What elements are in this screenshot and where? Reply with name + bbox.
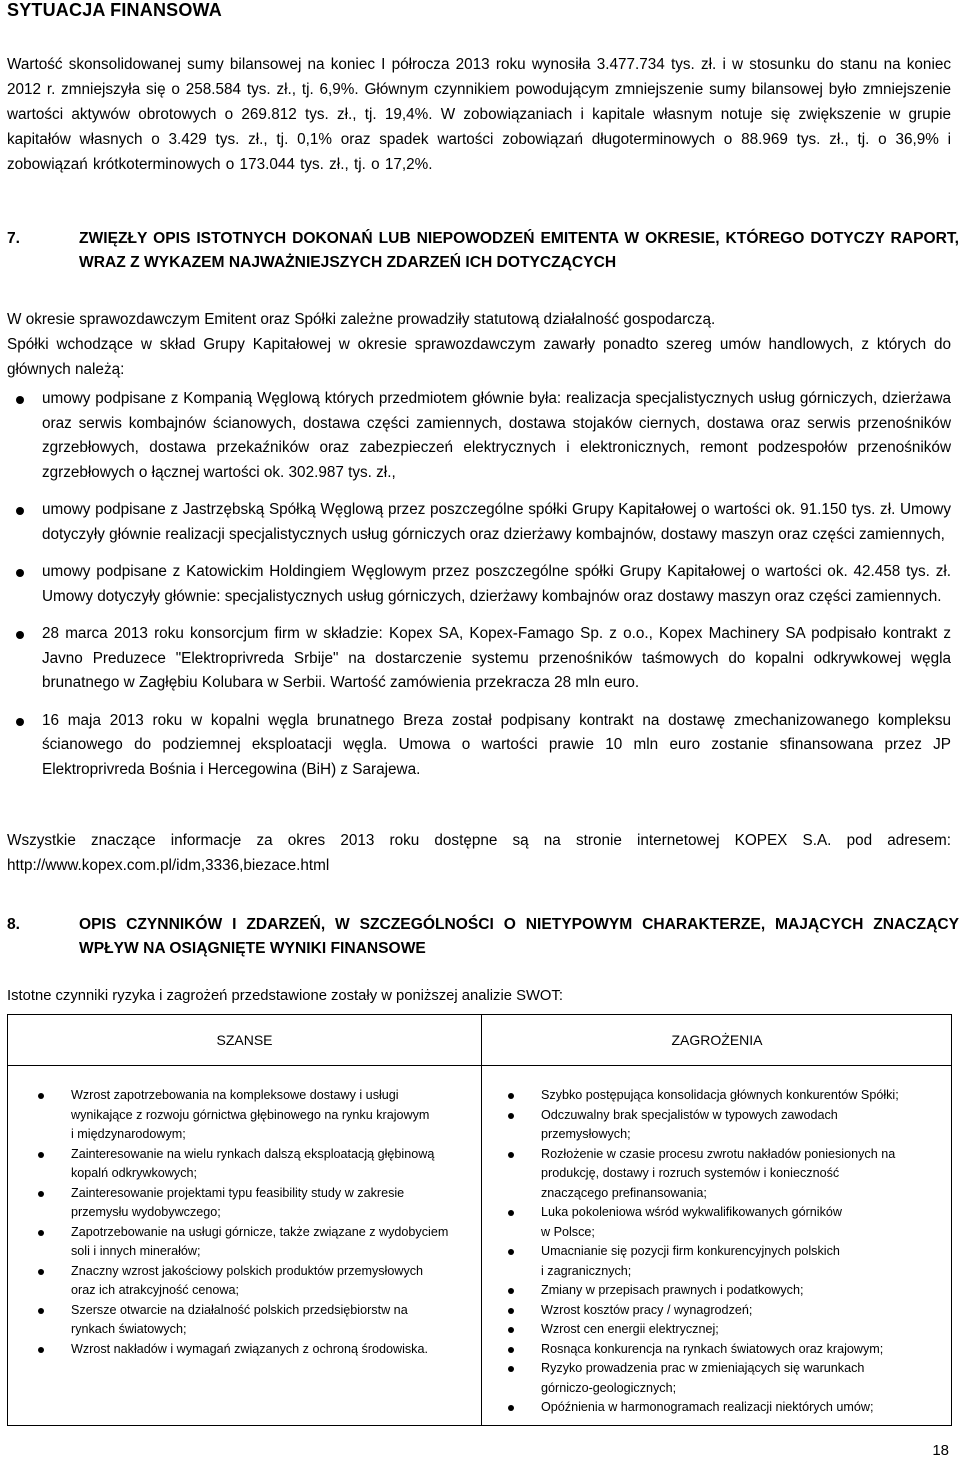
zagrozenia-item-line: w Polsce; bbox=[541, 1224, 595, 1239]
zagrozenia-item bbox=[508, 1086, 948, 1106]
page-number: 18 bbox=[932, 1442, 949, 1459]
bullet-icon bbox=[38, 1230, 44, 1236]
zagrozenia-item-line: Wzrost kosztów pracy / wynagrodzeń; bbox=[541, 1302, 753, 1317]
szanse-item-line: Zapotrzebowanie na usługi górnicze, także związane z wydobyciem bbox=[71, 1224, 449, 1239]
zagrozenia-item-line: produkcję, dostawy i rozruch systemów i konieczność bbox=[541, 1166, 840, 1180]
zagrozenia-item-line: Rozłożenie w czasie procesu zwrotu nakładów poniesionych na bbox=[541, 1146, 896, 1161]
bullet-icon bbox=[508, 1327, 514, 1333]
zagrozenia-item bbox=[508, 1320, 948, 1340]
list-item: umowy podpisane z Katowickim Holdingiem Węglowym przez poszczególne spółki Grupy Kapitałowej o wartości ok. 42.458 tys. zł. Umowy dotyczyły głównie: specjalistycznych usług górniczych, dzierżawy kombajnów oraz dostawy maszyn oraz części zamiennych. bbox=[7, 560, 951, 609]
zagrozenia-item bbox=[508, 1106, 948, 1145]
zagrozenia-item-line: górniczo-geologicznych; bbox=[541, 1380, 677, 1395]
szanse-item-line: Znaczny wzrost jakościowy polskich produktów przemysłowych bbox=[71, 1263, 424, 1278]
zagrozenia-item-line: Wzrost cen energii elektrycznej; bbox=[541, 1322, 719, 1336]
swot-intro: Istotne czynniki ryzyka i zagrożeń przedstawione zostały w poniższej analizie SWOT: bbox=[7, 988, 563, 1004]
szanse-item-line: Zainteresowanie projektami typu feasibility study w zakresie bbox=[71, 1185, 405, 1200]
szanse-item bbox=[38, 1301, 478, 1340]
zagrozenia-item bbox=[508, 1281, 948, 1301]
szanse-item-line: wynikające z rozwoju górnictwa głębinowego na rynku krajowym bbox=[71, 1107, 430, 1122]
bullet-icon bbox=[16, 569, 24, 577]
zagrozenia-item bbox=[508, 1301, 948, 1321]
zagrozenia-item bbox=[508, 1145, 948, 1204]
section-7-paragraph-1: W okresie sprawozdawczym Emitent oraz Spółki zależne prowadziły statutową działalność gospodarczą. bbox=[7, 311, 716, 328]
zagrozenia-item bbox=[508, 1242, 948, 1281]
swot-divider bbox=[481, 1015, 482, 1425]
bullet-icon bbox=[508, 1366, 514, 1372]
list-item: 16 maja 2013 roku w kopalni węgla brunatnego Breza został podpisany kontrakt na dostawę zmechanizowanego kompleksu ścianowego do podziemnej eksploatacji węgla. Umowa o wartości prawie 10 mln euro zostanie sfinansowana przez JP Elektroprivreda Bośnia i Hercegowina (BiH) z Sarajewa. bbox=[7, 709, 951, 783]
bullet-icon bbox=[38, 1347, 44, 1353]
section-7-heading bbox=[7, 227, 957, 277]
swot-table bbox=[7, 1014, 952, 1426]
zagrozenia-item-line: znaczącego prefinansowania; bbox=[541, 1185, 707, 1200]
financial-summary-paragraph: Wartość skonsolidowanej sumy bilansowej na koniec I półrocza 2013 roku wynosiła 3.477.734 tys. zł. i w stosunku do stanu na koniec 2012 r. zmniejszyła się o 258.584 tys. zł., tj. 6,9%. Głównym czynnikiem powodującym zmniejszenie sumy bilansowej było zmniejszenie wartości aktywów obrotowych o 269.812 tys. zł., tj. 19,4%. W zobowiązaniach i kapitale własnym notuje się zwiększenie w grupie kapitałów własnych o 3.429 tys. zł., tj. 0,1% oraz spadek wartości zobowiązań długoterminowych o 88.969 tys. zł., tj. o 36,9% i zobowiązań krótkoterminowych o 173.044 tys. zł., tj. o 17,2%. bbox=[7, 56, 951, 173]
szanse-item-line: oraz ich atrakcyjność cenowa; bbox=[71, 1283, 239, 1297]
zagrozenia-list bbox=[508, 1086, 948, 1418]
szanse-list bbox=[38, 1086, 478, 1359]
bullet-icon bbox=[508, 1249, 514, 1255]
szanse-item-line: Szersze otwarcie na działalność polskich przedsiębiorstw na bbox=[71, 1302, 408, 1317]
szanse-item-line: kopalń odkrywkowych; bbox=[71, 1166, 197, 1180]
list-item: 28 marca 2013 roku konsorcjum firm w składzie: Kopex SA, Kopex-Famago Sp. z o.o., Kopex Machinery SA podpisało kontrakt z Javno Preduzece "Elektroprivreda Srbije" na dostarczenie systemu przenośników taśmowych do kopalni odkrywkowej węgla brunatnego w Zagłębiu Kolubara w Serbii. Wartość zamówienia przekracza 28 mln euro. bbox=[7, 622, 951, 696]
szanse-item-line: przemysłu wydobywczego; bbox=[71, 1205, 221, 1219]
list-item: umowy podpisane z Jastrzębską Spółką Węglową przez poszczególne spółki Grupy Kapitałowej o wartości ok. 91.150 tys. zł. Umowy dotyczyły głównie realizacji specjalistycznych usług górniczych oraz dzierżawy kombajnów, dostawy maszyn oraz części zamiennych, bbox=[7, 498, 951, 547]
zagrozenia-item-line: Odczuwalny brak specjalistów w typowych zawodach bbox=[541, 1107, 838, 1122]
zagrozenia-item bbox=[508, 1398, 948, 1418]
list-item: umowy podpisane z Kompanią Węglową których przedmiotem głównie była: realizacja specjalistycznych usług górniczych, dzierżawa oraz serwis kombajnów ścianowych, dostawa części zamiennych, dostawa stojaków ciernych, dostawa oraz serwis przenośników zgrzebłowych, dostawa przekaźników oraz zabezpieczeń elektrycznych i elektronicznych, remont podzespołów przenośników zgrzebłowych o łącznej wartości ok. 302.987 tys. zł., bbox=[7, 387, 951, 485]
bullet-icon bbox=[508, 1405, 514, 1411]
swot-header-zagrozenia: ZAGROŻENIA bbox=[671, 1032, 763, 1048]
bullet-icon bbox=[16, 507, 24, 515]
section-8-heading bbox=[7, 913, 957, 963]
section-8-number: 8. bbox=[7, 916, 21, 933]
section-7-paragraph-2: Spółki wchodzące w skład Grupy Kapitałowej w okresie sprawozdawczym zawarły ponadto szereg umów handlowych, z których do głównych należą: bbox=[7, 336, 951, 378]
zagrozenia-item-line: i zagranicznych; bbox=[541, 1263, 632, 1278]
szanse-item-line: soli i innych minerałów; bbox=[71, 1244, 201, 1258]
zagrozenia-item bbox=[508, 1359, 948, 1398]
szanse-item-line: rynkach światowych; bbox=[71, 1322, 187, 1336]
section-7-title: ZWIĘZŁY OPIS ISTOTNYCH DOKONAŃ LUB NIEPOWODZEŃ EMITENTA W OKRESIE, KTÓREGO DOTYCZY RAPORT, WRAZ Z WYKAZEM NAJWAŻNIEJSZYCH ZDARZEŃ ICH DOTYCZĄCYCH bbox=[79, 230, 959, 271]
bullet-icon bbox=[38, 1093, 44, 1099]
bullet-icon bbox=[38, 1191, 44, 1197]
zagrozenia-item bbox=[508, 1340, 948, 1360]
szanse-item bbox=[38, 1340, 478, 1360]
section-7-closing: Wszystkie znaczące informacje za okres 2013 roku dostępne są na stronie internetowej KOPEX S.A. pod adresem: http://www.kopex.com.pl/idm,3336,biezace.html bbox=[7, 832, 951, 874]
bullet-icon bbox=[38, 1269, 44, 1275]
zagrozenia-item-line: Umacnianie się pozycji firm konkurencyjnych polskich bbox=[541, 1244, 840, 1258]
zagrozenia-item-line: Zmiany w przepisach prawnych i podatkowych; bbox=[541, 1283, 804, 1297]
zagrozenia-item-line: Luka pokoleniowa wśród wykwalifikowanych górników bbox=[541, 1205, 842, 1219]
zagrozenia-item-line: Opóźnienia w harmonogramach realizacji niektórych umów; bbox=[541, 1400, 874, 1414]
bullet-icon bbox=[16, 631, 24, 639]
section-8-title: OPIS CZYNNIKÓW I ZDARZEŃ, W SZCZEGÓLNOŚCI O NIETYPOWYM CHARAKTERZE, MAJĄCYCH ZNACZĄCY WPŁYW NA OSIĄGNIĘTE WYNIKI FINANSOWE bbox=[79, 916, 959, 957]
section-7-number: 7. bbox=[7, 230, 21, 247]
szanse-item-line: Wzrost nakładów i wymagań związanych z ochroną środowiska. bbox=[71, 1341, 428, 1356]
zagrozenia-item-line: Szybko postępująca konsolidacja głównych konkurentów Spółki; bbox=[541, 1088, 899, 1102]
bullet-icon bbox=[508, 1210, 514, 1216]
zagrozenia-item-line: Ryzyko prowadzenia prac w zmieniających się warunkach bbox=[541, 1361, 865, 1375]
bullet-icon bbox=[508, 1347, 514, 1353]
szanse-item-line: i międzynarodowym; bbox=[71, 1127, 186, 1141]
zagrozenia-item-line: Rosnąca konkurencja na rynkach światowych oraz krajowym; bbox=[541, 1341, 884, 1356]
szanse-item bbox=[38, 1086, 478, 1145]
szanse-item bbox=[38, 1145, 478, 1184]
szanse-item bbox=[38, 1223, 478, 1262]
swot-header-szanse: SZANSE bbox=[216, 1032, 273, 1048]
szanse-item bbox=[38, 1262, 478, 1301]
bullet-icon bbox=[16, 396, 24, 404]
zagrozenia-item-line: przemysłowych; bbox=[541, 1127, 631, 1141]
bullet-icon bbox=[508, 1093, 514, 1099]
szanse-item-line: Zainteresowanie na wielu rynkach dalszą eksploatacją głębinową bbox=[71, 1146, 435, 1161]
bullet-icon bbox=[508, 1152, 514, 1158]
bullet-icon bbox=[508, 1288, 514, 1294]
section-title: SYTUACJA FINANSOWA bbox=[7, 0, 222, 20]
szanse-item-line: Wzrost zapotrzebowania na kompleksowe dostawy i usługi bbox=[71, 1088, 399, 1102]
bullet-icon bbox=[38, 1308, 44, 1314]
bullet-icon bbox=[508, 1113, 514, 1119]
bullet-icon bbox=[38, 1152, 44, 1158]
bullet-icon bbox=[16, 718, 24, 726]
szanse-item bbox=[38, 1184, 478, 1223]
contracts-list bbox=[7, 387, 951, 795]
bullet-icon bbox=[508, 1308, 514, 1314]
zagrozenia-item bbox=[508, 1203, 948, 1242]
